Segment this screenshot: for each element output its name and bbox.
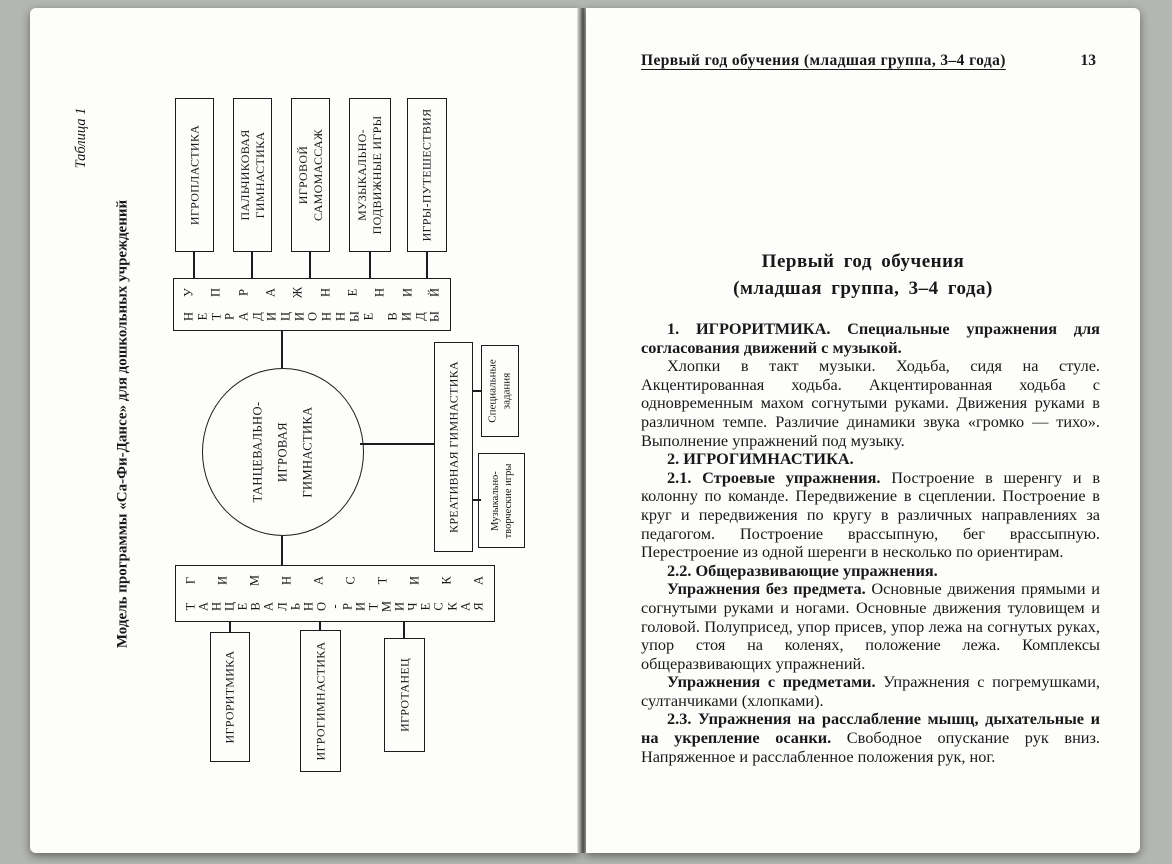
rotated-letter: И (215, 576, 230, 586)
rotated-letter: Д (250, 312, 265, 321)
diagram-box-igroritmika (210, 632, 250, 762)
rotated-letter: Л (275, 602, 290, 611)
rotated-letter: Ж (290, 286, 305, 298)
circle-label-line2: ИГРОВАЯ (275, 421, 290, 483)
rotated-letter: Р (236, 288, 251, 296)
rotated-letter: И (399, 312, 414, 322)
section-heading-line1: Первый год обучения (761, 251, 965, 272)
rotated-letter: О (314, 601, 329, 611)
section-heading-line2: (младшая группа, 3–4 года) (733, 278, 993, 299)
rotated-letter: А (261, 601, 276, 611)
paragraph: 2. ИГРОГИМНАСТИКА. (667, 449, 854, 469)
connector-line (229, 622, 231, 632)
rotated-letter: Т (366, 602, 381, 611)
rotated-letter: И (353, 601, 368, 611)
rotated-letter: Н (209, 601, 224, 611)
diagram-box-muzykalno-podvizhnye-igry (349, 98, 391, 252)
rotated-letter: Р (222, 313, 237, 321)
diagram-box-label: ПАЛЬЧИКОВАЯ ГИМНАСТИКА (237, 129, 267, 221)
rotated-letter: Н (319, 312, 334, 322)
right-page (586, 8, 1140, 853)
table-caption-text: Таблица 1 (72, 107, 89, 169)
running-head-title: Первый год обучения (младшая группа, 3–4 года) (641, 52, 1006, 69)
rotated-letter: А (471, 576, 486, 586)
table-caption (68, 86, 94, 190)
diagram-box-special-tasks (481, 345, 519, 437)
rotated-letter: Е (361, 312, 376, 321)
connector-line (251, 252, 253, 278)
rotated-letter: М (379, 600, 394, 612)
connector-line (426, 252, 428, 278)
circle-label-line1: ТАНЦЕВАЛЬНО- (250, 401, 265, 503)
rotated-letter: - (327, 604, 342, 609)
connector-line (403, 622, 405, 638)
rotated-letter: К (439, 576, 454, 585)
diagram-box-igroplastika (175, 98, 214, 252)
rotated-letter: И (392, 601, 407, 611)
circle-label (246, 376, 321, 528)
circle-label-line3: ГИМНАСТИКА (300, 406, 315, 498)
rotated-letter: Н (301, 601, 316, 611)
diagram-box-palchikovaya-gimnastika (233, 98, 272, 252)
rotated-letter: А (311, 576, 326, 586)
paragraph: 1. ИГРОРИТМИКА. Специальные упражнения для согласования движений с музыкой. (641, 319, 1100, 357)
rotated-letter: М (247, 575, 262, 587)
connector-line (369, 252, 371, 278)
diagram-box-label: ИГРОТАНЕЦ (397, 658, 411, 732)
rotated-letter: С (431, 602, 446, 611)
rotated-letter: О (305, 312, 320, 322)
diagram-box-creative-gymnastics (434, 342, 473, 552)
rotated-letter: В (248, 602, 263, 611)
page-number: 13 (1080, 52, 1096, 69)
connector-line (193, 252, 195, 278)
rotated-letter: А (458, 601, 473, 611)
rotated-letter: К (445, 602, 460, 611)
rotated-letter: Н (372, 287, 387, 297)
rotated-letter: Ь (288, 602, 303, 610)
rotated-letter: Н (333, 312, 348, 322)
diagram-box-igry-puteshestviya (407, 98, 447, 252)
rotated-letter: И (400, 287, 415, 297)
bar-letters-row (176, 595, 494, 617)
paragraph: Хлопки в такт музыки. Ходьба, сидя на стуле. Акцентированная ходьба. Акцентированная ходьба с одновременным махом согнутыми руками. Движения руками в различном темпе. Различие динамики звука «громко — тихо». Выполнение упражнений под музыку. (641, 356, 1100, 450)
diagram-box-igrotanets (384, 638, 425, 752)
rotated-letter: Т (183, 602, 198, 611)
rotated-letter: Й (427, 287, 442, 297)
left-page (30, 8, 579, 853)
diagram-box-label: МУЗЫКАЛЬНО-ПОДВИЖНЫЕ ИГРЫ (355, 115, 384, 235)
rotated-letter: В (385, 312, 400, 321)
rotated-letter: Ц (278, 312, 293, 322)
rotated-letter: А (263, 287, 278, 297)
diagram-box-label: ИГРОПЛАСТИКА (187, 124, 201, 226)
rotated-letter: П (208, 287, 223, 297)
top-bar-nontraditional-exercise-types (173, 278, 451, 331)
connector-line (360, 443, 434, 445)
diagram-box-label: ИГРОВОЙ САМОМАССАЖ (295, 129, 325, 221)
bar-letters-row (176, 570, 494, 592)
rotated-letter: Н (279, 576, 294, 586)
rotated-letter: Т (209, 312, 224, 321)
connector-line (319, 622, 321, 630)
rotated-letter: И (407, 576, 422, 586)
connector-line (473, 390, 481, 392)
diagram-box-label: Специальные задания (486, 359, 512, 423)
rotated-letter: Ч (405, 602, 420, 611)
diagram-box-label: Музыкально-творческие игры (489, 463, 514, 538)
diagram-box-label: ИГРОРИТМИКА (222, 650, 237, 744)
rotated-letter: Т (375, 576, 390, 585)
diagram-box-igrogimnastika (300, 630, 341, 772)
connector-line (309, 252, 311, 278)
diagram-box-igrovoy-samomassazh (291, 98, 330, 252)
diagram-box-musical-creative-games (478, 453, 525, 548)
paragraph: 2.2. Общеразвивающие упражнения. (667, 560, 938, 580)
diagram-circle-dance-play-gymnastics (202, 368, 364, 536)
diagram-box-label: ИГРОГИМНАСТИКА (313, 641, 327, 761)
rotated-letter: Ы (347, 311, 362, 323)
rotated-letter: А (236, 312, 251, 322)
rotated-letter: Н (181, 312, 196, 322)
rotated-letter: Ц (222, 601, 237, 611)
running-head (641, 52, 1096, 70)
rotated-letter: Р (340, 602, 355, 610)
rotated-letter: У (181, 287, 196, 297)
rotated-letter: Ы (427, 311, 442, 323)
connector-line (281, 536, 283, 565)
rotated-letter: Е (345, 288, 360, 297)
diagram-box-label: КРЕАТИВНАЯ ГИМНАСТИКА (446, 361, 460, 533)
section-heading (586, 248, 1140, 302)
paragraph: Упражнения с предметами. Упражнения с погремушками, султанчиками (хлопками). (641, 672, 1100, 710)
rotated-letter: А (196, 601, 211, 611)
rotated-letter: И (264, 312, 279, 322)
diagram-side-title-text: Модель программы «Са-Фи-Дансе» для дошкольных учреждений (114, 199, 131, 648)
paragraph: 2.1. Строевые упражнения. Построение в шеренгу и в колонну по команде. Передвижение в сцеплении. Построение в круг и передвижения по кругу в различных направлениях за педагогом. Построение врассыпную, бег врассыпную. Перестроение из одной шеренги в несколько по ориентирам. (641, 467, 1101, 562)
text-body (641, 320, 1100, 766)
diagram-box-label: ИГРЫ-ПУТЕШЕСТВИЯ (419, 108, 434, 242)
diagram-side-title (108, 166, 138, 681)
rotated-letter: Г (183, 577, 198, 585)
rotated-letter: Я (471, 602, 486, 611)
rotated-letter: Е (235, 602, 250, 611)
bottom-bar-dance-rhythmic-gymnastics (175, 565, 495, 622)
rotated-letter: Д (413, 312, 428, 321)
connector-line (281, 331, 283, 368)
rotated-letter: Е (195, 312, 210, 321)
rotated-letter: Е (418, 602, 433, 611)
rotated-letter: И (292, 312, 307, 322)
bar-letters-row (174, 281, 450, 303)
rotated-letter: Н (318, 287, 333, 297)
rotated-letter: С (343, 576, 358, 585)
bar-letters-row (174, 306, 450, 328)
paragraph: 2.3. Упражнения на расслабление мышц, дыхательные и на укрепление осанки. Свободное опускание рук вниз. Напряженное и расслабленное положения рук, ног. (641, 709, 1100, 766)
paragraph: Упражнения без предмета. Основные движения прямыми и согнутыми руками и ногами. Основные движения туловищем и головой. Полуприсед, упор присев, упор лежа на согнутых руках, упор стоя на коленях, положение лежа. Комплексы общеразвивающих упражнений. (641, 579, 1100, 673)
